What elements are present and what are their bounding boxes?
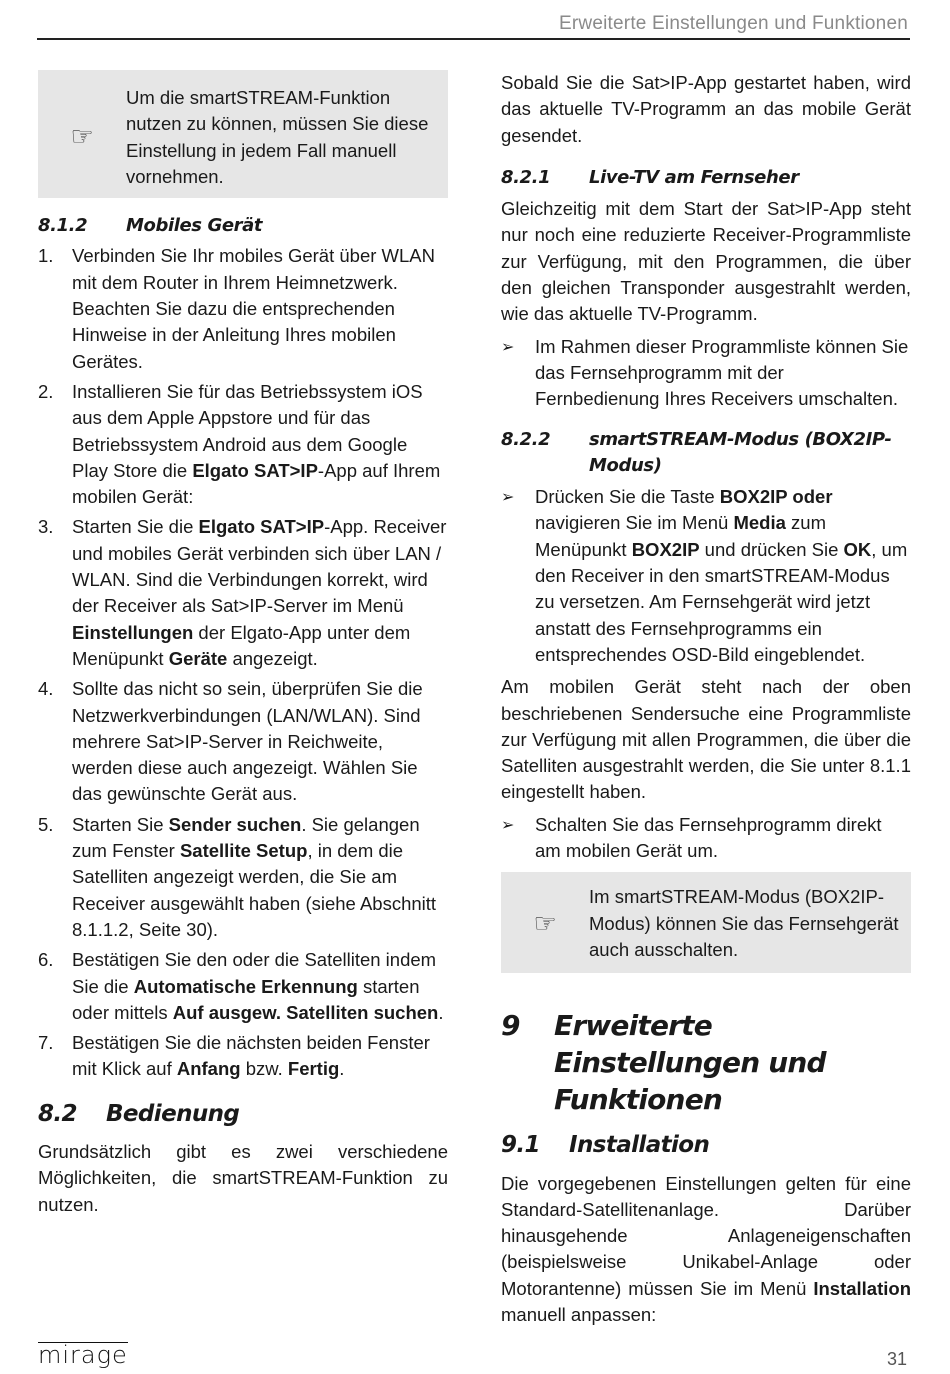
section-heading-9-1	[501, 1132, 911, 1158]
paragraph: Gleichzeitig mit dem Start der Sat>IP-App steht nur noch eine reduzierte Receiver-Programmliste zur Verfügung, mit den Programmen, die über den gleichen Transponder ausgestrahlt werden, wie das aktuelle TV-Programm.	[501, 198, 911, 325]
running-header: Erweiterte Einstellungen und Funktionen	[559, 13, 908, 34]
text-run: Die vorgegebenen Einstellungen gelten für eine Standard-Satellitenanlage. Darüber hinausgehende Anlageneigenschaften (beispielsweise Unikabel-Anlage oder Motorantenne) müssen Sie im Menü	[501, 1172, 911, 1299]
section-title: Live-TV am Fernseher	[589, 166, 799, 188]
step-number: 1.	[38, 245, 54, 267]
bold-term: Elgato SAT>IP	[198, 516, 325, 538]
text-run: manuell anpassen:	[501, 1303, 657, 1325]
section-title: smartSTREAM-Modus (BOX2IP-Modus)	[589, 428, 892, 476]
bold-term: BOX2IP oder	[719, 486, 833, 508]
chapter-number: 9	[501, 1009, 520, 1043]
left-column	[38, 70, 448, 1218]
text-run: der Elgato-App unter dem Menüpunkt	[72, 621, 411, 669]
bullet-item	[501, 484, 911, 668]
text-run: , in dem die Satelliten angezeigt werden, die Sie am Receiver ausgewählt haben (siehe Abschnitt 8.1.1.2, Seite 30).	[72, 840, 437, 940]
section-title: Mobiles Gerät	[126, 215, 263, 237]
step-number: 3.	[38, 516, 54, 538]
text-run: starten oder mittels	[72, 975, 420, 1023]
bold-term: Automatische Erkennung	[133, 975, 358, 997]
note-text: Um die smartSTREAM-Funktion nutzen zu können, müssen Sie diese Einstellung in jedem Fall manuell vornehmen.	[126, 87, 429, 187]
bold-term: Einstellungen	[72, 621, 194, 643]
step-item	[38, 812, 448, 943]
header-rule	[37, 38, 910, 40]
bold-term: Media	[733, 512, 786, 534]
section-heading-8-2-1	[501, 165, 911, 191]
text-run: navigieren Sie im Menü	[535, 512, 734, 534]
text-run: Installieren Sie für das Betriebssystem iOS aus dem Apple Appstore und für das Betriebssystem Android aus dem Google Play Store die	[72, 380, 423, 481]
section-number: 8.2.1	[501, 166, 551, 188]
section-heading-8-1-2	[38, 213, 448, 239]
step-item	[38, 1030, 448, 1083]
paragraph: Sobald Sie die Sat>IP-App gestartet haben, wird das aktuelle TV-Programm an das mobile Gerät gesendet.	[501, 72, 911, 146]
chapter-title: Erweiterte Einstellungen und Funktionen	[554, 1009, 826, 1117]
bold-term: Installation	[813, 1277, 911, 1299]
note-text: Im smartSTREAM-Modus (BOX2IP-Modus) können Sie das Fernsehgerät auch ausschalten.	[589, 886, 899, 960]
bullet-item	[501, 334, 911, 413]
arrow-bullet-icon: ➢	[501, 336, 515, 356]
step-item	[38, 676, 448, 807]
bullet-text	[535, 484, 911, 668]
text-run: .	[438, 1001, 444, 1023]
text-run: und drücken Sie	[699, 538, 844, 560]
bold-term: OK	[843, 538, 872, 560]
right-column	[501, 70, 911, 1328]
text-run: Drücken Sie die Taste	[535, 486, 720, 508]
bold-term: BOX2IP	[631, 538, 700, 560]
note-box	[501, 872, 911, 973]
text-run: -App auf Ihrem mobilen Gerät:	[72, 459, 441, 508]
section-number: 8.2.2	[501, 428, 551, 450]
section-title: Installation	[569, 1132, 710, 1159]
pointing-hand-icon: ☞	[533, 908, 557, 939]
text-run: Bestätigen Sie die nächsten beiden Fenster mit Klick auf	[72, 1032, 430, 1080]
bullet-text: Schalten Sie das Fernsehprogramm direkt am mobilen Gerät um.	[535, 813, 882, 862]
text-run: Starten Sie die	[72, 516, 199, 538]
text-run: Verbinden Sie Ihr mobiles Gerät über WLAN mit dem Router in Ihrem Heimnetzwerk. Beachten Sie dazu die entsprechenden Hinweise in der Anleitung Ihres mobilen Gerätes.	[72, 245, 435, 372]
chapter-heading-9	[501, 1007, 911, 1118]
text-run: bzw.	[240, 1058, 288, 1080]
bold-term: Sender suchen	[168, 813, 302, 835]
text-run: . Sie gelangen zum Fenster	[72, 813, 420, 862]
text-run: .	[339, 1058, 345, 1080]
paragraph: Grundsätzlich gibt es zwei verschiedene Möglichkeiten, die smartSTREAM-Funktion zu nutzen.	[38, 1140, 448, 1215]
text-run: Starten Sie	[72, 813, 169, 835]
bullet-text: Im Rahmen dieser Programmliste können Sie das Fernsehprogramm mit der Fernbedienung Ihres Receivers umschalten.	[535, 335, 909, 410]
arrow-bullet-icon: ➢	[501, 487, 515, 507]
page-number: 31	[886, 1349, 907, 1369]
text-run: zum Menüpunkt	[535, 512, 826, 560]
section-heading-8-2	[38, 1101, 448, 1127]
bold-term: Satellite Setup	[179, 840, 308, 862]
bold-term: Geräte	[168, 647, 228, 669]
step-text	[72, 676, 448, 807]
section-number: 8.2	[38, 1100, 77, 1127]
paragraph: Am mobilen Gerät steht nach der oben beschriebenen Sendersuche eine Programmliste zur Verfügung mit allen Programmen, die über die Satelliten ausgestrahlt werden, die Sie unter 8.1.1 eingestellt haben.	[501, 676, 911, 803]
step-number: 6.	[38, 949, 54, 971]
text-run: -App. Receiver und mobiles Gerät verbinden sich über LAN / WLAN. Sind die Verbindungen korrekt, wird der Receiver als Sat>IP-Server im Menü	[72, 516, 447, 617]
section-number: 9.1	[501, 1132, 540, 1159]
step-text	[72, 947, 448, 1026]
note-box	[38, 70, 448, 198]
step-text	[72, 514, 448, 672]
text-run: Sollte das nicht so sein, überprüfen Sie die Netzwerkverbindungen (LAN/WLAN). Sind mehrere Sat>IP-Server in Reichweite, werden diese auch angezeigt. Wählen Sie das gewünschte Gerät aus.	[72, 678, 423, 805]
bold-term: Elgato SAT>IP	[192, 459, 318, 481]
arrow-bullet-icon: ➢	[501, 814, 515, 834]
section-title: Bedienung	[106, 1100, 240, 1127]
step-number: 4.	[38, 678, 54, 700]
step-text	[72, 379, 448, 510]
section-number: 8.1.2	[38, 215, 88, 237]
step-number: 7.	[38, 1032, 54, 1054]
step-text	[72, 243, 448, 374]
text-run: Bestätigen Sie den oder die Satelliten indem Sie die	[72, 949, 437, 997]
bullet-item	[501, 812, 911, 865]
steps-list	[38, 243, 448, 1082]
bold-term: Auf ausgew. Satelliten suchen	[172, 1001, 439, 1023]
paragraph	[501, 1171, 911, 1329]
step-number: 5.	[38, 813, 54, 835]
text-run: , um den Receiver in den smartSTREAM-Modus zu versetzen. Am Fernsehgerät wird jetzt anstatt des Fernsehprogramms ein entsprechendes OSD-Bild eingeblendet.	[535, 538, 908, 665]
mirage-logo: mirage	[38, 1341, 128, 1369]
step-item	[38, 379, 448, 510]
step-text	[72, 812, 448, 943]
pointing-hand-icon: ☞	[70, 122, 94, 153]
step-text	[72, 1030, 448, 1083]
step-item	[38, 514, 448, 672]
bold-term: Anfang	[176, 1058, 241, 1080]
bold-term: Fertig	[287, 1058, 340, 1080]
step-item	[38, 243, 448, 374]
section-heading-8-2-2	[501, 427, 911, 480]
text-run: angezeigt.	[227, 647, 318, 669]
step-number: 2.	[38, 380, 54, 402]
step-item	[38, 947, 448, 1026]
